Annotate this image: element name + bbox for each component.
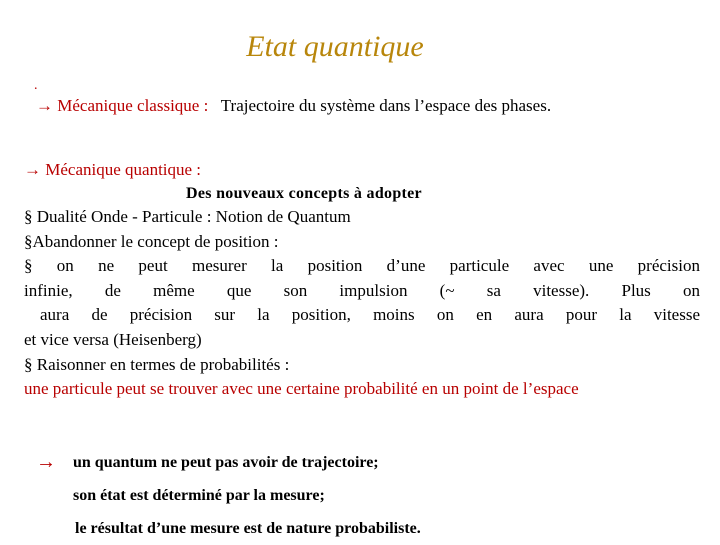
quantum-mechanics-line <box>24 160 201 180</box>
bullet-heisenberg-line-2: infinie, de même que son impulsion (~ sa vitesse). Plus on <box>24 280 700 300</box>
quantum-arrow-icon: → <box>24 160 41 179</box>
bullet-heisenberg-line-1: § on ne peut mesurer la position d’une particule avec une précision <box>24 256 700 276</box>
bullet-abandon-position: §Abandonner le concept de position : <box>24 231 279 251</box>
conclusion-block <box>36 446 421 545</box>
bullet-heisenberg-line-4: et vice versa (Heisenberg) <box>24 329 202 349</box>
conclusion-line-1: un quantum ne peut pas avoir de trajectoire; <box>73 454 379 471</box>
bullet-duality: § Dualité Onde - Particule : Notion de Quantum <box>24 207 351 226</box>
page-title: Etat quantique <box>246 30 424 63</box>
bullet-list <box>24 205 700 402</box>
small-dot: . <box>34 78 38 93</box>
quantum-label: Mécanique quantique : <box>45 160 202 179</box>
conclusion-line-3: le résultat d’une mesure est de nature probabiliste. <box>75 520 421 537</box>
bullet-probabilities: § Raisonner en termes de probabilités : <box>24 354 290 374</box>
conclusion-arrow-icon: → <box>36 451 56 473</box>
conclusion-line-2: son état est déterminé par la mesure; <box>73 487 325 504</box>
classical-label: Mécanique classique : <box>57 96 209 115</box>
classical-arrow-icon: → <box>36 96 53 115</box>
classical-text: Trajectoire du système dans l’espace des phases. <box>220 96 552 115</box>
concepts-subtitle: Des nouveaux concepts à adopter <box>186 185 422 202</box>
classical-mechanics-line <box>36 96 551 116</box>
bullet-heisenberg-line-3: aura de précision sur la position, moins on en aura pour la vitesse <box>40 305 700 325</box>
bullet-probabilities-text: une particule peut se trouver avec une certaine probabilité en un point de l’espace <box>24 379 579 399</box>
